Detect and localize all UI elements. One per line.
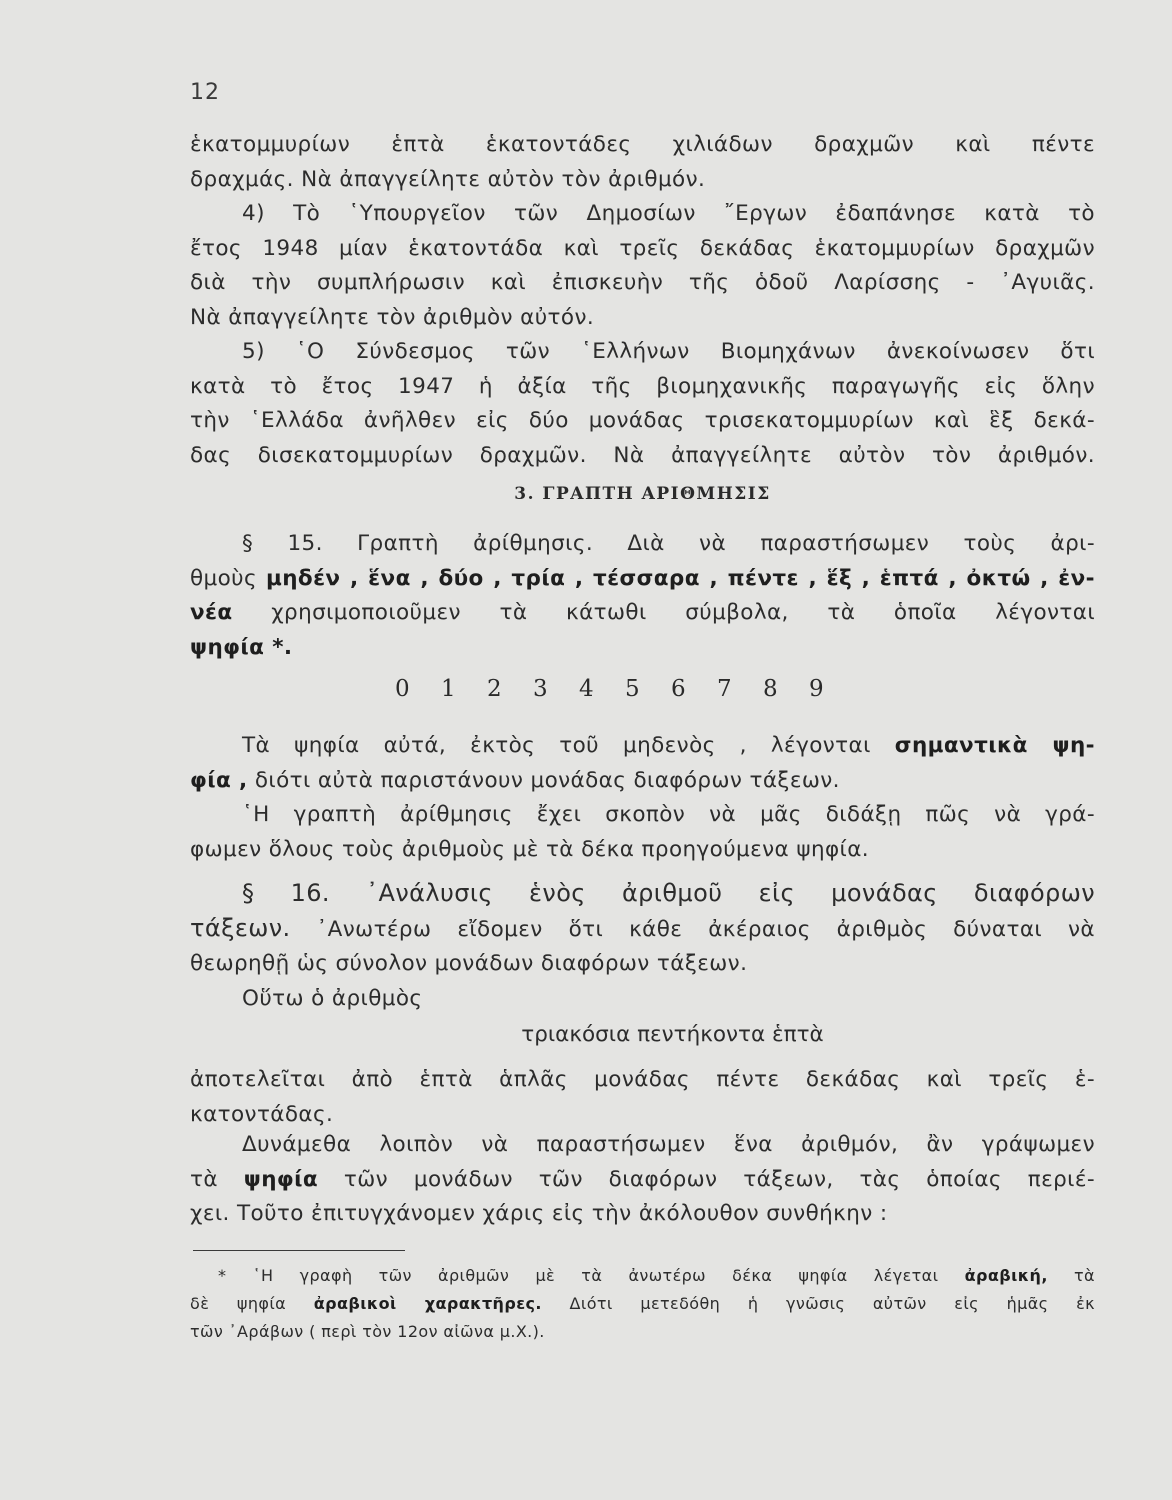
number-names: μηδέν , ἕνα , δύο , τρία , τέσσαρα , πέντε , ἕξ , ἑπτά , ὀκτώ , ἐν- xyxy=(265,565,1096,591)
bold-term: ἀραβική, xyxy=(964,1266,1048,1285)
text-line: κατὰ τὸ ἔτος 1947 ἡ ἀξία τῆς βιομηχανικῆς παραγωγῆς εἰς ὅλην xyxy=(190,373,1095,399)
decomposition-paragraph xyxy=(190,1063,1095,1132)
text-fragment: Διότι μετεδόθη ἡ γνῶσις αὐτῶν εἰς ἡμᾶς ἐκ xyxy=(569,1294,1095,1313)
digit: 6 xyxy=(671,676,686,702)
section-15-title: § 15. Γραπτὴ ἀρίθμησις. xyxy=(242,531,594,556)
digit: 2 xyxy=(487,676,502,702)
section-16-title: § 16. ᾿Ανάλυσις ἑνὸς ἀριθμοῦ εἰς μονάδας διαφόρων xyxy=(242,879,1095,907)
text-fragment: δὲ ψηφία xyxy=(190,1294,287,1313)
footnote-divider xyxy=(193,1250,405,1251)
text-line: διὰ τὴν συμπλήρωσιν καὶ ἐπισκευὴν τῆς ὁδοῦ Λαρίσσης - ᾿Αγυιᾶς. xyxy=(190,270,1095,295)
text-line: φωμεν ὅλους τοὺς ἀριθμοὺς μὲ τὰ δέκα προηγούμενα ψηφία. xyxy=(190,836,870,862)
footnote-line: τῶν ᾿Αράβων ( περὶ τὸν 12ον αἰῶνα μ.Χ.). xyxy=(190,1322,545,1341)
page-number: 12 xyxy=(190,80,220,105)
text-fragment: χρησιμοποιοῦμεν τὰ κάτωθι σύμβολα, τὰ ὁποῖα λέγονται xyxy=(271,600,1096,625)
text-line: δραχμάς. Νὰ ἀπαγγείλητε αὐτὸν τὸν ἀριθμόν. xyxy=(190,166,706,192)
footnote xyxy=(190,1262,1095,1346)
digit: 7 xyxy=(717,676,732,702)
text-line xyxy=(190,596,1095,631)
text-line: ῾Η γραπτὴ ἀρίθμησις ἔχει σκοπὸν νὰ μᾶς διδάξῃ πῶς νὰ γρά- xyxy=(242,802,1095,827)
digit: 1 xyxy=(441,676,456,702)
digit: 4 xyxy=(579,676,594,702)
text-line: ἀποτελεῖται ἀπὸ ἑπτὰ ἁπλᾶς μονάδας πέντε δεκάδας καὶ τρεῖς ἑ- xyxy=(190,1067,1095,1092)
text-fragment: Διὰ νὰ παραστήσωμεν τοὺς ἀρι- xyxy=(627,531,1096,556)
text-fragment: τὰ xyxy=(1074,1266,1095,1285)
text-line: ἑκατομμυρίων ἑπτὰ ἑκατοντάδες χιλιάδων δραχμῶν καὶ πέντε xyxy=(190,132,1095,157)
text-fragment: τῶν μονάδων τῶν διαφόρων τάξεων, τὰς ὁποίας περιέ- xyxy=(343,1166,1096,1192)
text-line: Δυνάμεθα λοιπὸν νὰ παραστήσωμεν ἕνα ἀριθμόν, ἂν γράψωμεν xyxy=(242,1132,1095,1157)
bold-term: ψηφία xyxy=(243,1166,319,1192)
digit: 8 xyxy=(763,676,778,702)
text-line: θεωρηθῇ ὡς σύνολον μονάδων διαφόρων τάξεων. xyxy=(190,951,748,976)
digit: 0 xyxy=(395,676,410,702)
text-line xyxy=(190,911,1095,948)
section-16-title-cont: τάξεων. xyxy=(190,913,291,942)
bold-term: ψηφία *. xyxy=(190,634,293,660)
bold-term: σημαντικὰ ψη- xyxy=(894,733,1096,758)
exercise-block xyxy=(190,128,1095,473)
text-line xyxy=(190,729,1095,764)
text-line xyxy=(190,1163,1095,1198)
digit: 9 xyxy=(809,676,824,702)
text-fragment: θμοὺς xyxy=(190,565,258,591)
text-line xyxy=(190,562,1095,597)
significant-digits-paragraph xyxy=(190,729,1095,867)
section-heading: 3. ΓΡΑΠΤΗ ΑΡΙΘΜΗΣΙΣ xyxy=(514,484,771,504)
bold-term: ἀραβικοὶ χαρακτῆρες. xyxy=(313,1294,542,1313)
text-fragment: ᾿Ανωτέρω εἴδομεν ὅτι κάθε ἀκέραιος ἀριθμὸς δύναται νὰ xyxy=(316,916,1095,942)
digit: 3 xyxy=(533,676,548,702)
footnote-line xyxy=(190,1262,1095,1290)
bold-term: νέα xyxy=(190,600,233,625)
text-fragment: * ῾Η γραφὴ τῶν ἀριθμῶν μὲ τὰ ἀνωτέρω δέκα ψηφία λέγεται xyxy=(218,1266,939,1285)
text-line: Οὕτω ὁ ἀριθμὸς xyxy=(242,985,423,1011)
text-line: 5) ῾Ο Σύνδεσμος τῶν ῾Ελλήνων Βιομηχάνων ἀνεκοίνωσεν ὅτι xyxy=(242,339,1095,364)
text-line: χει. Τοῦτο ἐπιτυγχάνομεν χάρις εἰς τὴν ἀκόλουθον συνθήκην : xyxy=(190,1201,888,1226)
example-number: τριακόσια πεντήκοντα ἑπτὰ xyxy=(521,1022,824,1047)
text-line: κατοντάδας. xyxy=(190,1101,334,1127)
text-line: Νὰ ἀπαγγείλητε τὸν ἀριθμὸν αὐτόν. xyxy=(190,304,595,330)
text-line: ἔτος 1948 μίαν ἑκατοντάδα καὶ τρεῖς δεκάδας ἑκατομμυρίων δραχμῶν xyxy=(190,235,1095,261)
bold-term: φία , xyxy=(190,767,248,793)
digit: 5 xyxy=(625,676,640,702)
digits-row xyxy=(395,676,855,702)
section-15 xyxy=(190,527,1095,665)
text-line: 4) Τὸ ῾Υπουργεῖον τῶν Δημοσίων ῎Εργων ἐδαπάνησε κατὰ τὸ xyxy=(242,201,1095,226)
text-fragment: Τὰ ψηφία αὐτά, ἐκτὸς τοῦ μηδενὸς , λέγονται xyxy=(242,733,871,758)
text-line xyxy=(190,764,1095,799)
footnote-line xyxy=(190,1290,1095,1318)
text-line: τὴν ῾Ελλάδα ἀνῆλθεν εἰς δύο μονάδας τρισεκατομμυρίων καὶ ἓξ δεκά- xyxy=(190,408,1095,433)
text-fragment: τὰ xyxy=(190,1166,218,1192)
text-line xyxy=(190,527,1095,562)
section-16 xyxy=(190,876,1095,1016)
text-line: δας δισεκατομμυρίων δραχμῶν. Νὰ ἀπαγγείλητε αὐτὸν τὸν ἀριθμόν. xyxy=(190,442,1095,468)
text-fragment: διότι αὐτὰ παριστάνουν μονάδας διαφόρων τάξεων. xyxy=(254,767,840,793)
text-line xyxy=(190,631,1095,666)
closing-paragraph xyxy=(190,1128,1095,1232)
